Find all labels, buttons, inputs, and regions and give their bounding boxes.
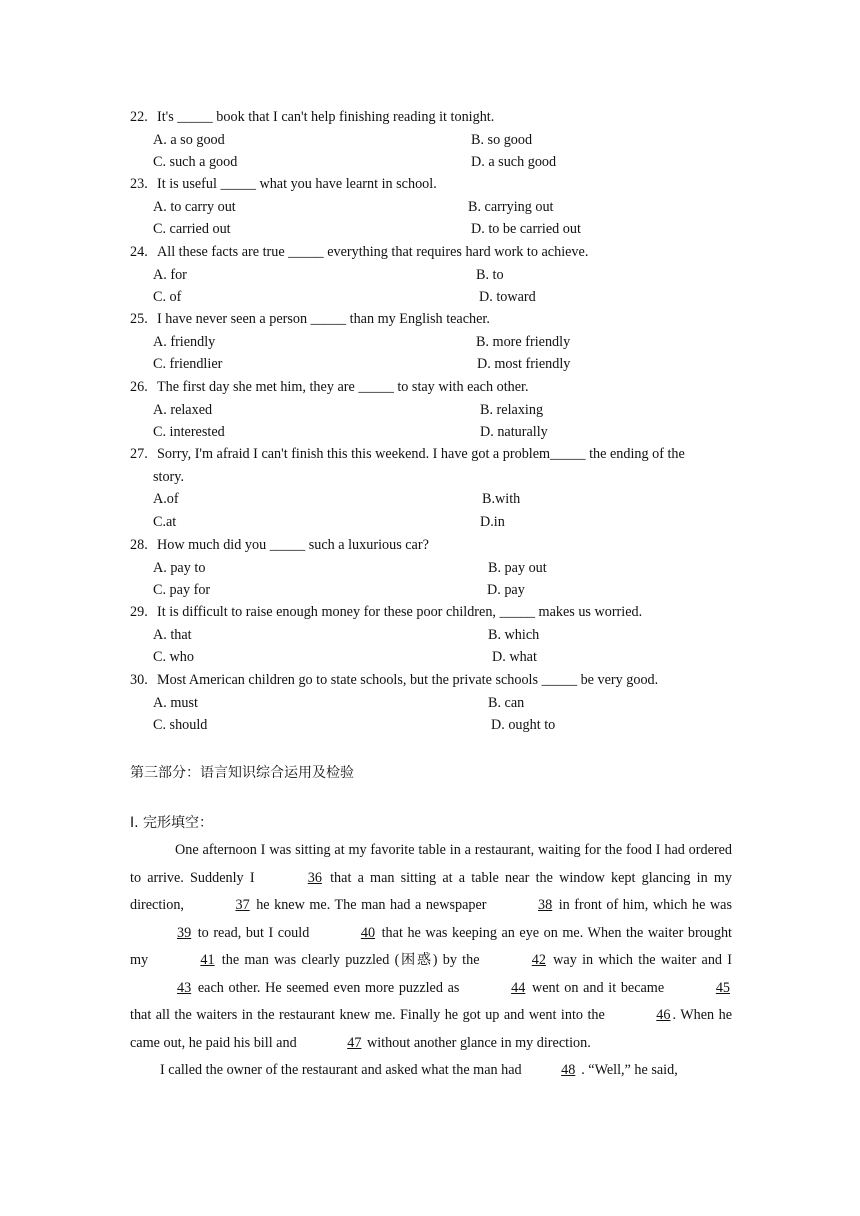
question-stem — [130, 534, 740, 557]
question-stem — [130, 308, 740, 331]
option: C. pay for — [153, 582, 211, 599]
question-number: 22. — [130, 109, 148, 125]
question-stem — [130, 443, 740, 466]
question-number: 30. — [130, 672, 148, 688]
passage-text: way in which the waiter and I — [547, 952, 732, 968]
option: C. interested — [153, 424, 225, 441]
question-number: 26. — [130, 379, 148, 395]
cloze-blank: 48 — [561, 1062, 576, 1078]
question-27 — [130, 443, 740, 533]
cloze-blank: 47 — [347, 1034, 362, 1051]
question-number: 23. — [130, 176, 148, 192]
question-number: 27. — [130, 446, 148, 462]
question-stem — [130, 241, 740, 264]
options-row — [130, 286, 740, 309]
cloze-blank: 41 — [200, 952, 215, 968]
passage-text: in front of him, which he was — [554, 897, 732, 913]
question-28 — [130, 534, 740, 602]
passage-text: that he was keeping an eye on me. When the waiter brought my — [130, 924, 732, 968]
passage-paragraph-2 — [130, 1057, 732, 1085]
section-title: 第三部分：语言知识综合运用及检验 — [130, 765, 354, 781]
options-row — [130, 624, 740, 647]
question-number: 29. — [130, 604, 148, 620]
option: D. toward — [479, 289, 536, 306]
passage-text: went on and it became — [527, 979, 669, 996]
options-row — [130, 264, 740, 287]
passage-text: . “Well,” he said, — [581, 1062, 678, 1078]
cloze-passage — [130, 837, 732, 1085]
options-row — [130, 646, 740, 669]
option: D. naturally — [480, 424, 548, 441]
passage-text: each other. He seemed even more puzzled as — [193, 979, 465, 996]
question-text: I have never seen a person _____ than my English teacher. — [157, 311, 490, 327]
question-text: The first day she met him, they are _____ to stay with each other. — [157, 379, 529, 395]
option: C.at — [153, 513, 177, 530]
question-number: 24. — [130, 244, 148, 260]
option: A. for — [153, 266, 187, 283]
question-text: Most American children go to state schools, but the private schools _____ be very good. — [157, 672, 659, 688]
cloze-blank: 38 — [538, 897, 553, 913]
passage-text: he knew me. The man had a newspaper — [251, 897, 492, 913]
question-stem — [130, 106, 740, 129]
option: D. ought to — [491, 717, 556, 734]
option: C. of — [153, 289, 182, 306]
option: A.of — [153, 491, 179, 508]
option: D. most friendly — [477, 356, 571, 373]
cloze-blank: 40 — [360, 924, 376, 941]
cloze-blank: 36 — [307, 869, 322, 886]
option: B. pay out — [488, 559, 547, 576]
question-26 — [130, 376, 740, 444]
cloze-blank: 43 — [177, 979, 192, 996]
cloze-blank: 39 — [177, 924, 192, 941]
passage-paragraph-1 — [130, 837, 732, 1057]
question-25 — [130, 308, 740, 376]
options-row — [130, 353, 740, 376]
passage-text: to read, but I could — [193, 924, 314, 941]
option: A. relaxed — [153, 401, 213, 418]
cloze-blank: 42 — [531, 952, 546, 968]
options-row — [130, 692, 740, 715]
question-text: All these facts are true _____ everything that requires hard work to achieve. — [157, 244, 589, 260]
question-stem — [130, 173, 740, 196]
option: D. a such good — [471, 154, 557, 171]
options-row — [130, 421, 740, 444]
question-number: 25. — [130, 311, 148, 327]
options-row — [130, 218, 740, 241]
passage-text: that all the waiters in the restaurant knew me. Finally he got up and went into the — [130, 1007, 610, 1023]
question-text: It is difficult to raise enough money for these poor children, _____ makes us worried. — [157, 604, 643, 620]
option: C. who — [153, 649, 194, 666]
options-row — [130, 511, 740, 534]
option: C. such a good — [153, 154, 238, 171]
passage-text: One afternoon I was sitting at my favorite table in a restaurant, waiting for the food I had ordered to arrive. Suddenly I — [130, 842, 732, 886]
option: D.in — [480, 513, 505, 530]
options-row — [130, 129, 740, 152]
option: B. relaxing — [480, 401, 544, 418]
cloze-blank: 37 — [235, 897, 250, 913]
option: B.with — [482, 491, 521, 508]
option: A. pay to — [153, 559, 206, 576]
question-text-continued: story. — [153, 468, 184, 485]
option: B. so good — [471, 131, 533, 148]
question-30 — [130, 669, 740, 737]
question-text: It's _____ book that I can't help finishing reading it tonight. — [157, 109, 495, 125]
option: D. pay — [487, 582, 525, 599]
options-row — [130, 196, 740, 219]
option: A. that — [153, 626, 192, 643]
question-29 — [130, 601, 740, 669]
option: C. should — [153, 717, 208, 734]
options-row — [130, 151, 740, 174]
options-row — [130, 714, 740, 737]
option: B. more friendly — [476, 333, 571, 350]
option: A. friendly — [153, 333, 216, 350]
passage-text: without another glance in my direction. — [363, 1034, 591, 1051]
option: A. to carry out — [153, 198, 236, 215]
options-row — [130, 399, 740, 422]
option: A. a so good — [153, 131, 225, 148]
question-text: How much did you _____ such a luxurious car? — [157, 537, 429, 553]
options-row — [130, 488, 740, 511]
question-text: It is useful _____ what you have learnt in school. — [157, 176, 437, 192]
option: C. friendlier — [153, 356, 223, 373]
question-stem — [130, 669, 740, 692]
option: D. to be carried out — [471, 221, 581, 238]
option: B. can — [488, 694, 525, 711]
passage-text: . When he came out, he paid his bill and — [130, 1007, 732, 1051]
cloze-heading: I. 完形填空： — [130, 815, 214, 831]
passage-text: I called the owner of the restaurant and asked what the man had — [160, 1062, 526, 1078]
option: A. must — [153, 694, 198, 711]
options-row — [130, 557, 740, 580]
option: B. which — [488, 626, 540, 643]
question-23 — [130, 173, 740, 241]
options-row — [130, 579, 740, 602]
option: B. carrying out — [468, 198, 554, 215]
question-text: Sorry, I'm afraid I can't finish this this weekend. I have got a problem_____ the ending of the — [157, 446, 685, 462]
question-24 — [130, 241, 740, 309]
question-number: 28. — [130, 537, 148, 553]
passage-text: the man was clearly puzzled (困惑) by the — [216, 952, 485, 968]
option: B. to — [476, 266, 504, 283]
options-row — [130, 331, 740, 354]
question-22 — [130, 106, 740, 174]
cloze-blank: 46 — [656, 1007, 671, 1023]
option: C. carried out — [153, 221, 231, 238]
question-stem — [130, 376, 740, 399]
passage-text: that a man sitting at a table near the window kept glancing in my direction, — [130, 869, 733, 913]
cloze-blank: 45 — [715, 979, 731, 996]
option: D. what — [492, 649, 537, 666]
cloze-blank: 44 — [511, 979, 526, 996]
question-stem — [130, 601, 740, 624]
